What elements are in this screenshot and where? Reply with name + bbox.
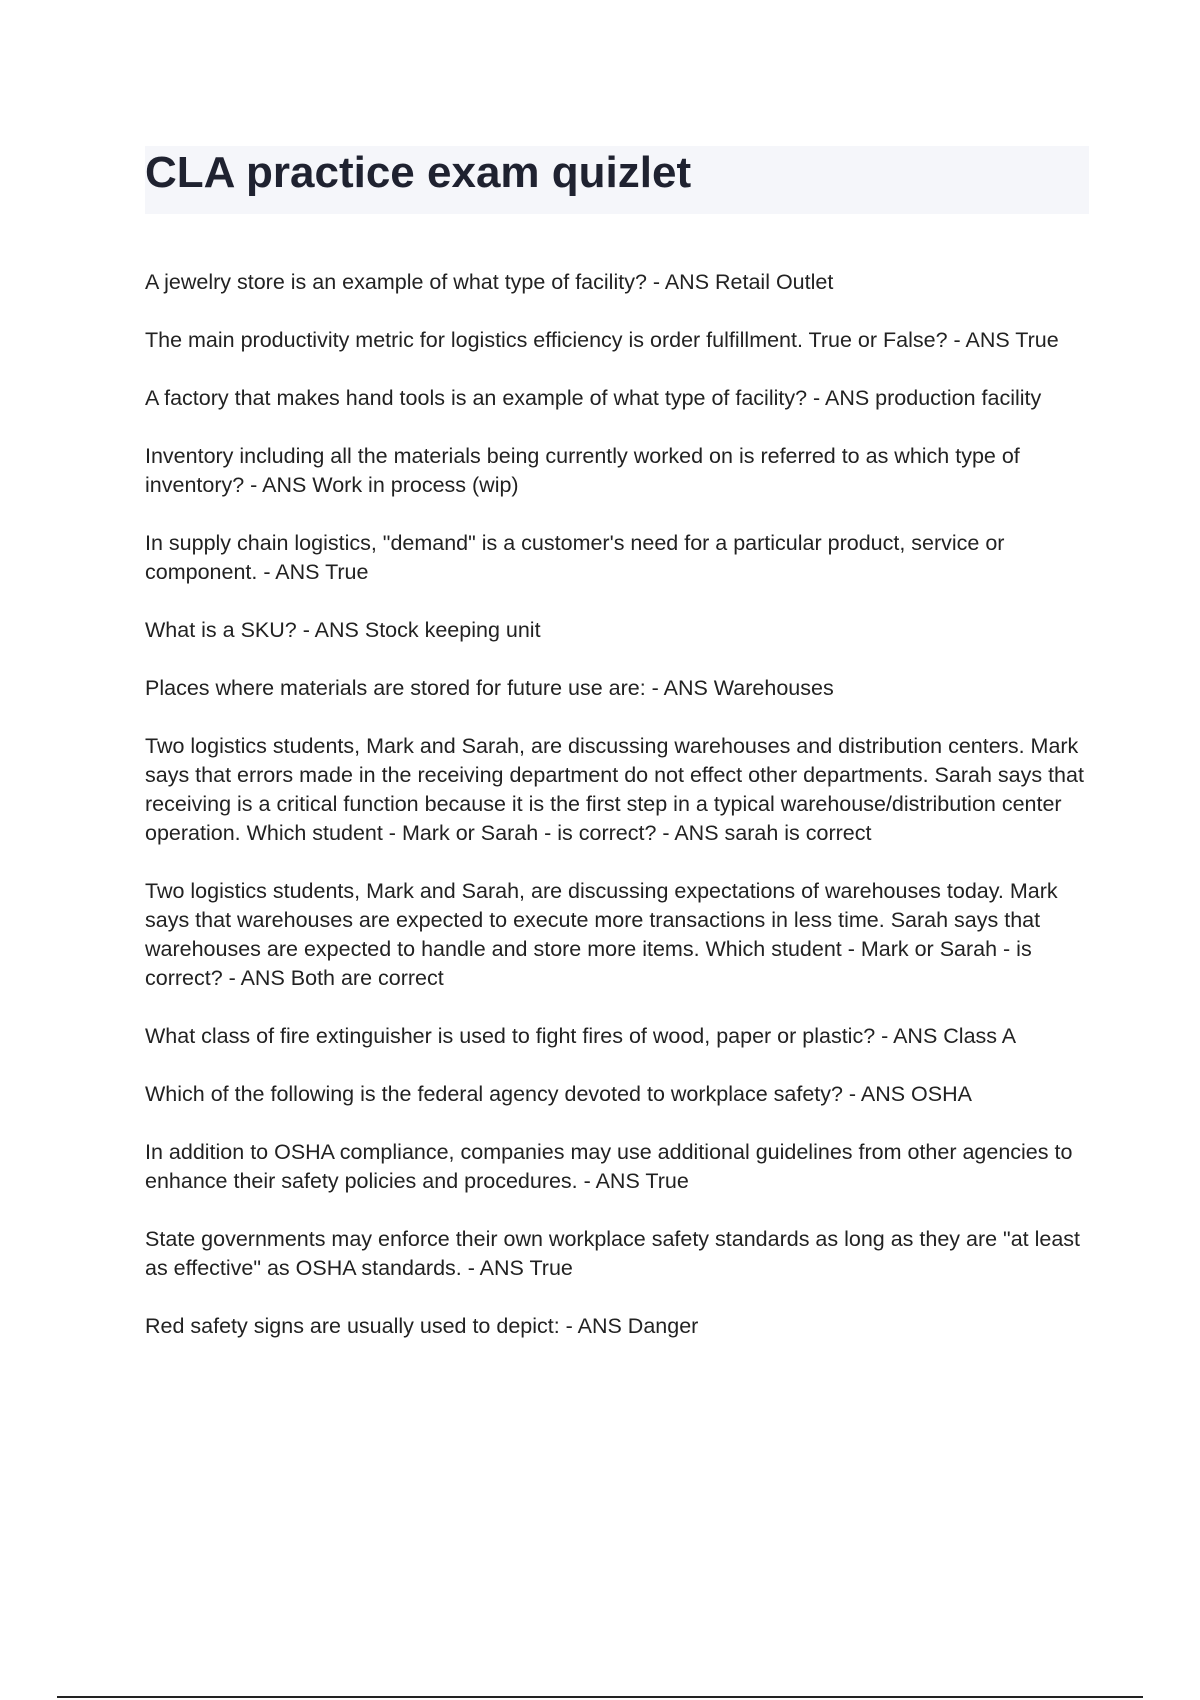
question-item: Inventory including all the materials being currently worked on is referred to as which type of inventory? - ANS Work in process (wip) [145,444,1020,497]
question-item: Places where materials are stored for future use are: - ANS Warehouses [145,676,834,700]
question-item: Two logistics students, Mark and Sarah, are discussing expectations of warehouses today. Mark says that warehouses are expected to execute more transactions in less time. Sarah says that warehouses are expected to handle and store more items. Which student - Mark or Sarah - is correct? - ANS Both are correct [145,879,1058,990]
question-item: A jewelry store is an example of what type of facility? - ANS Retail Outlet [145,270,834,294]
question-item: A factory that makes hand tools is an example of what type of facility? - ANS production facility [145,386,1042,410]
question-item: State governments may enforce their own workplace safety standards as long as they are "at least as effective" as OSHA standards. - ANS True [145,1227,1081,1280]
question-item: Two logistics students, Mark and Sarah, are discussing warehouses and distribution centers. Mark says that errors made in the receiving department do not effect other departments. Sarah says that receiving is a critical function because it is the first step in a typical warehouse/distribution center operation. Which student - Mark or Sarah - is correct? - ANS sarah is correct [145,734,1084,845]
question-item: In supply chain logistics, "demand" is a customer's need for a particular product, service or component. - ANS True [145,531,1005,584]
question-item: The main productivity metric for logistics efficiency is order fulfillment. True or False? - ANS True [145,328,1059,352]
question-item: Which of the following is the federal agency devoted to workplace safety? - ANS OSHA [145,1082,972,1106]
question-item: What class of fire extinguisher is used to fight fires of wood, paper or plastic? - ANS Class A [145,1024,1017,1048]
question-list [145,268,1095,1370]
question-item: What is a SKU? - ANS Stock keeping unit [145,618,541,642]
footer-divider [57,1696,1143,1698]
question-item: In addition to OSHA compliance, companies may use additional guidelines from other agencies to enhance their safety policies and procedures. - ANS True [145,1140,1073,1193]
question-item: Red safety signs are usually used to depict: - ANS Danger [145,1314,699,1338]
page-title: CLA practice exam quizlet [145,148,692,197]
